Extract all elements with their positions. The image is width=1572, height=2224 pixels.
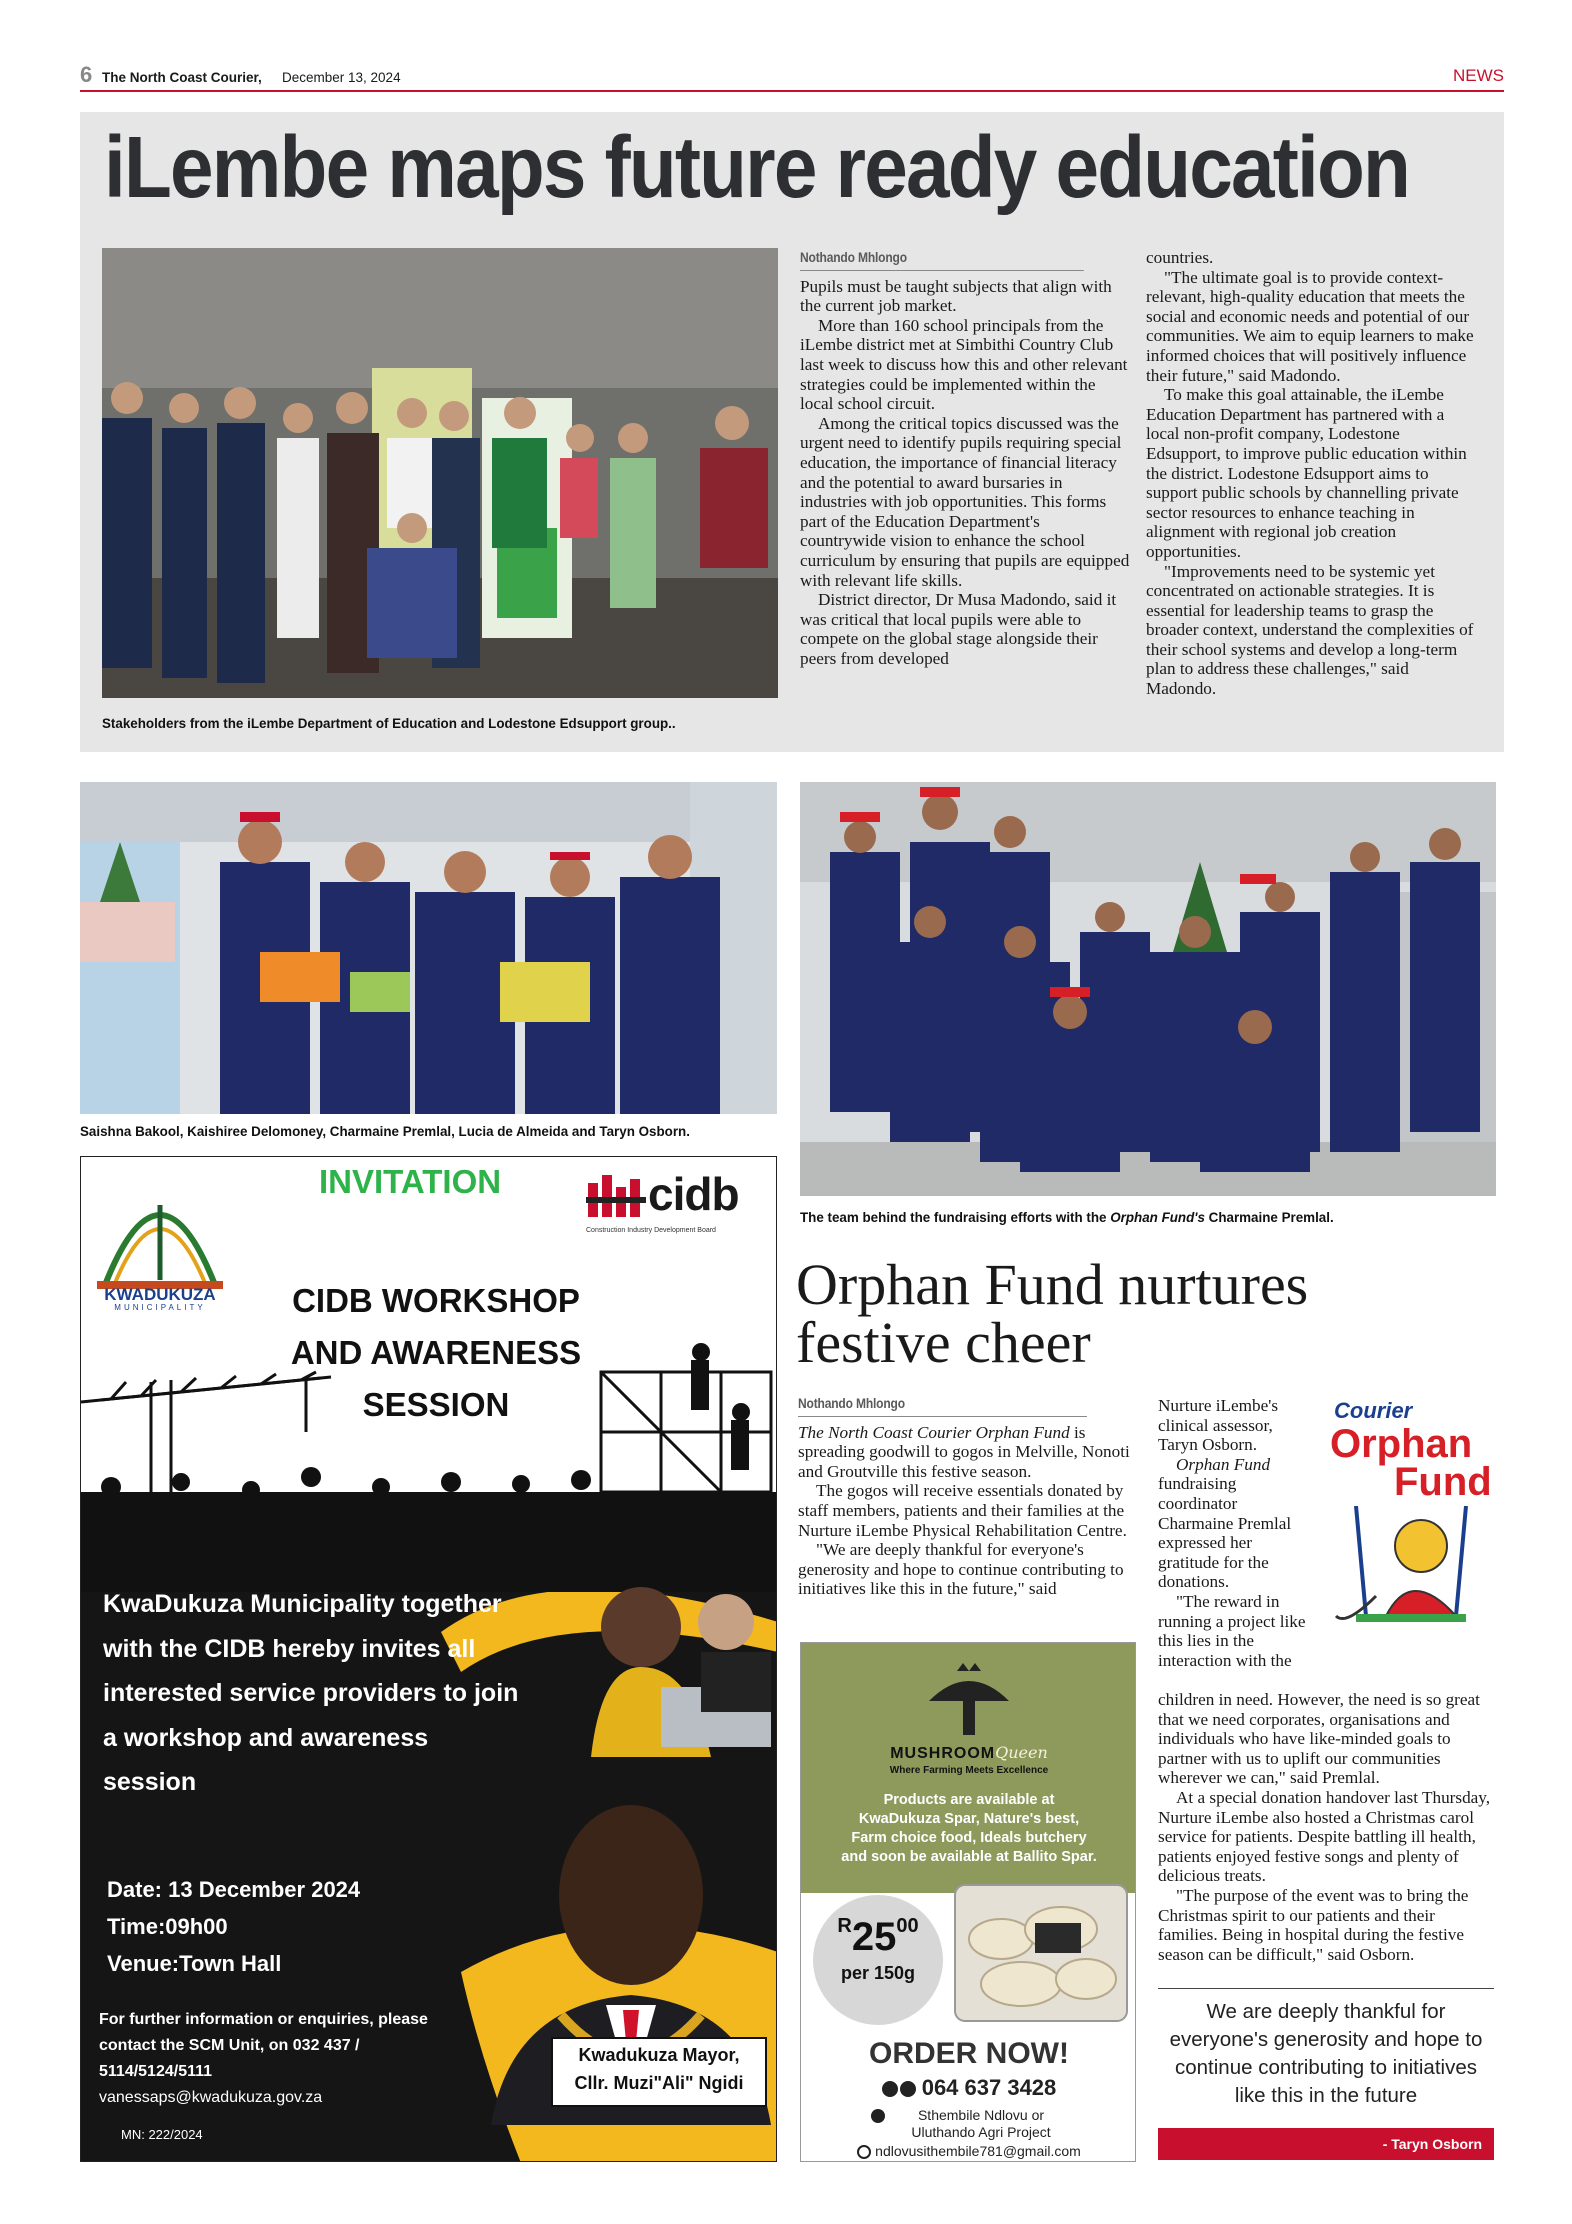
story2-col2-p4: children in need. However, the need is so great that we need corporates, organisations and individuals who have like-minded goals to partner with us to uplift our communities wherever we can," said Premlal. <box>1158 1690 1480 1788</box>
pullquote-text: We are deeply thankful for everyone's generosity and hope to continue contributing to initiatives like this in the future <box>1169 2000 1483 2107</box>
story1-byline: Nothando Mhlongo <box>800 248 1084 271</box>
cidb-title-line1: CIDB WORKSHOP <box>292 1282 580 1319</box>
story1-col2-p3: To make this goal attainable, the iLembe Education Department has partnered with a local non-profit company, Lodestone Edsupport, to improve public education within the district. Lodestone Edsupport aims to support public schools by channelling private sector resources to enhance teaching in alignment with regional job creation opportunities. <box>1146 385 1467 561</box>
story2-col2-p5: At a special donation handover last Thursday, Nurture iLembe also hosted a Christmas carol service for patients. Despite battling ill health, patients enjoyed festive songs and plenty of delicious treats. <box>1158 1787 1491 1886</box>
story1-photo <box>102 248 778 698</box>
mushroom-email: ndlovusithembile781@gmail.com <box>875 2143 1081 2159</box>
swing-child-icon <box>1326 1506 1496 1656</box>
story1-col2-p2: "The ultimate goal is to provide context-relevant, high-quality education that meets the social and economic needs and potential of our communities. We aim to equip learners to make informed choices that will positively influence their future," said Madondo. <box>1146 267 1474 385</box>
cidb-logo-sub: Construction Industry Development Board <box>586 1227 716 1234</box>
story2-headline-line2: festive cheer <box>796 1310 1091 1375</box>
cidb-contact-line2: contact the SCM Unit, on 032 437 / <box>99 2037 360 2054</box>
right-caption-post: Charmaine Premlal. <box>1204 1210 1334 1225</box>
story2-headline <box>796 1252 1309 1375</box>
story1-col2-p1: countries. <box>1146 248 1214 267</box>
mushroom-brand <box>801 1743 1136 1763</box>
kwadukuza-logo-text: KWADUKUZA <box>104 1285 216 1304</box>
mushroom-facebook <box>831 2107 1131 2141</box>
orphan-logo-line2: Fund <box>1394 1460 1492 1504</box>
cidb-logo-text: cidb <box>648 1168 739 1220</box>
cidb-time: Time:09h00 <box>107 1914 228 1939</box>
mushroom-brand-main: MUSHROOM <box>890 1745 996 1762</box>
story2-col1-p1-rest: is spreading goodwill to gogos in Melville, Nonoti and Groutville this festive season. <box>798 1422 1130 1481</box>
facebook-icon <box>871 2109 885 2123</box>
cidb-body-line2: with the CIDB hereby invites all <box>103 1634 476 1663</box>
price-unit: per 150g <box>840 1963 916 1983</box>
price-rands: 25 <box>851 1915 897 1959</box>
mushroom-avail-line2: KwaDukuza Spar, Nature's best, <box>858 1811 1080 1827</box>
story2-col1-p2: The gogos will receive essentials donated by staff members, patients and their families at the Nurture iLembe Physical Rehabilitation Centre. <box>798 1481 1127 1540</box>
whatsapp-icon <box>882 2081 898 2097</box>
mushroom-pack-photo <box>951 1879 1131 2027</box>
price-currency: R <box>837 1915 852 1937</box>
publication-name: The North Coast Courier, <box>102 70 262 85</box>
story2-col2-wide <box>1158 1690 1494 1964</box>
story2-headline-line1: Orphan Fund nurtures <box>796 1252 1309 1317</box>
right-caption-em: Orphan Fund's <box>1110 1210 1205 1225</box>
story2-col2-narrow <box>1158 1396 1308 1670</box>
pullquote-rule <box>1158 1988 1494 1989</box>
publication-date: December 13, 2024 <box>282 70 401 85</box>
cidb-body-line5: session <box>103 1768 197 1796</box>
header-rule <box>80 90 1504 92</box>
story1-col1-p1: Pupils must be taught subjects that align with the current job market. <box>800 276 1112 316</box>
story2-col2-p2-rest: fundraising coordinator Charmaine Premlal expressed her gratitude for the donations. <box>1158 1474 1292 1592</box>
cidb-body-line1: KwaDukuza Municipality together <box>103 1590 502 1618</box>
order-now: ORDER NOW! <box>869 2037 1069 2070</box>
story1-col1 <box>800 248 1130 668</box>
cidb-contact-line4: vanessaps@kwadukuza.gov.za <box>99 2089 323 2106</box>
mushroom-avail-line3: Farm choice food, Ideals butchery <box>851 1830 1087 1846</box>
orphan-logo-courier: Courier <box>1334 1398 1413 1423</box>
cidb-ad-body <box>103 1582 573 1805</box>
pullquote-attribution: - Taryn Osborn <box>1158 2128 1494 2160</box>
story2-col2-p2-em: Orphan Fund <box>1176 1454 1271 1474</box>
cidb-title-line3: SESSION <box>362 1386 510 1423</box>
story2-col1 <box>798 1394 1134 1599</box>
story1-col1-p3: Among the critical topics discussed was the urgent need to identify pupils requiring special education, the importance of financial literacy and the potential to award bursaries in industries with job opportunities. This forms part of the Education Department's countrywide vision to enhance the school curriculum by ensuring that pupils are equipped with relevant life skills. <box>800 413 1130 590</box>
mushroom-fb-line2: Uluthando Agri Project <box>911 2124 1051 2140</box>
mushroom-avail-line4: and soon be available at Ballito Spar. <box>841 1849 1097 1865</box>
mushroom-ad <box>800 1642 1136 2162</box>
cidb-title-line2: AND AWARENESS <box>290 1334 582 1371</box>
story2-col1-p3: "We are deeply thankful for everyone's generosity and hope to continue contributing to initiatives like this in the future," said <box>798 1540 1124 1599</box>
nurses-photo-left <box>80 782 777 1114</box>
cidb-body-line4: a workshop and awareness <box>103 1723 429 1752</box>
cidb-ad-contact <box>99 2007 428 2111</box>
section-label: NEWS <box>1453 66 1504 85</box>
cidb-ad-details <box>107 1871 360 1982</box>
price-cents: 00 <box>896 1915 919 1937</box>
woman-laptop-photo <box>551 1537 771 1757</box>
story2-col1-p1 <box>798 1423 1134 1482</box>
mushroom-email-row <box>801 2143 1136 2159</box>
story2-col2-p1: Nurture iLembe's clinical assessor, Taryn Osborn. <box>1158 1396 1279 1455</box>
mushroom-phone-row <box>801 2075 1136 2101</box>
story2-byline: Nothando Mhlongo <box>798 1394 1087 1417</box>
story1-col2-p4: "Improvements need to be systemic yet concentrated on actionable strategies. It is essential for leadership teams to grasp the broader context, understand the complexities of their school systems and develop a long-term plan to address these challenges," said Madondo. <box>1146 561 1474 699</box>
cidb-body-line3: interested service providers to join <box>103 1679 519 1707</box>
right-caption-pre: The team behind the fundraising efforts with the <box>800 1210 1111 1225</box>
kwadukuza-logo <box>85 1165 235 1312</box>
page-number: 6 <box>80 62 93 87</box>
mayor-line1: Kwadukuza Mayor, <box>578 2045 740 2065</box>
nurses-photo-right <box>800 782 1496 1196</box>
mushroom-tagline: Where Farming Meets Excellence <box>889 1765 1049 1776</box>
cidb-logo <box>586 1167 756 1247</box>
story1-col2 <box>1146 248 1476 699</box>
cidb-ad <box>80 1156 777 2162</box>
price-main <box>813 1915 943 1960</box>
mushroom-avail-line1: Products are available at <box>883 1792 1055 1808</box>
cidb-contact-line3: 5114/5124/5111 <box>99 2063 213 2080</box>
cidb-venue: Venue:Town Hall <box>107 1951 282 1976</box>
email-icon <box>857 2145 871 2159</box>
mushroom-fb-line1: Sthembile Ndlovu or <box>917 2107 1045 2123</box>
mushroom-phone: 064 637 3428 <box>921 2075 1057 2100</box>
nurses-photo-left-caption: Saishna Bakool, Kaishiree Delomoney, Charmaine Premlal, Lucia de Almeida and Taryn Osborn. <box>80 1124 690 1139</box>
phone-icon <box>900 2081 916 2097</box>
orphan-fund-logo <box>1326 1398 1496 1660</box>
story2-col2-p3: "The reward in running a project like this lies in the interaction with the <box>1158 1591 1306 1670</box>
mayor-label <box>551 2041 767 2097</box>
nurses-photo-right-caption <box>800 1210 1496 1225</box>
story1-col1-p4: District director, Dr Musa Madondo, said it was critical that local pupils were able to compete on the global stage alongside their peers from developed <box>800 590 1117 668</box>
story1-headline: iLembe maps future ready education <box>104 119 1410 216</box>
mushroom-availability <box>801 1791 1136 1867</box>
kwadukuza-logo-sub: MUNICIPALITY <box>114 1303 206 1312</box>
cidb-contact-line1: For further information or enquiries, please <box>99 2011 428 2028</box>
page-header <box>80 62 1504 92</box>
cidb-ad-ref: MN: 222/2024 <box>121 2127 203 2142</box>
invitation-heading: INVITATION <box>319 1163 502 1200</box>
story2-col2-p6: "The purpose of the event was to bring the Christmas spirit to our patients and their families. Being in hospital during the festive season can be difficult," said Osborn. <box>1158 1885 1469 1964</box>
story1-photo-caption: Stakeholders from the iLembe Department of Education and Lodestone Edsupport group.. <box>102 716 676 731</box>
story2-col2-p2 <box>1158 1455 1308 1592</box>
mayor-line2: Cllr. Muzi"Ali" Ngidi <box>574 2073 744 2093</box>
orphan-logo-line1: Orphan <box>1330 1422 1473 1466</box>
story2-col1-p1-em: The North Coast Courier Orphan Fund <box>798 1422 1070 1442</box>
story1-col1-p2: More than 160 school principals from the iLembe district met at Simbithi Country Club last week to discuss how this and other relevant strategies could be implemented within the local school circuit. <box>800 315 1128 414</box>
mushroom-icon <box>919 1661 1019 1741</box>
mushroom-brand-script: Queen <box>995 1743 1048 1762</box>
cidb-date: Date: 13 December 2024 <box>107 1877 361 1902</box>
